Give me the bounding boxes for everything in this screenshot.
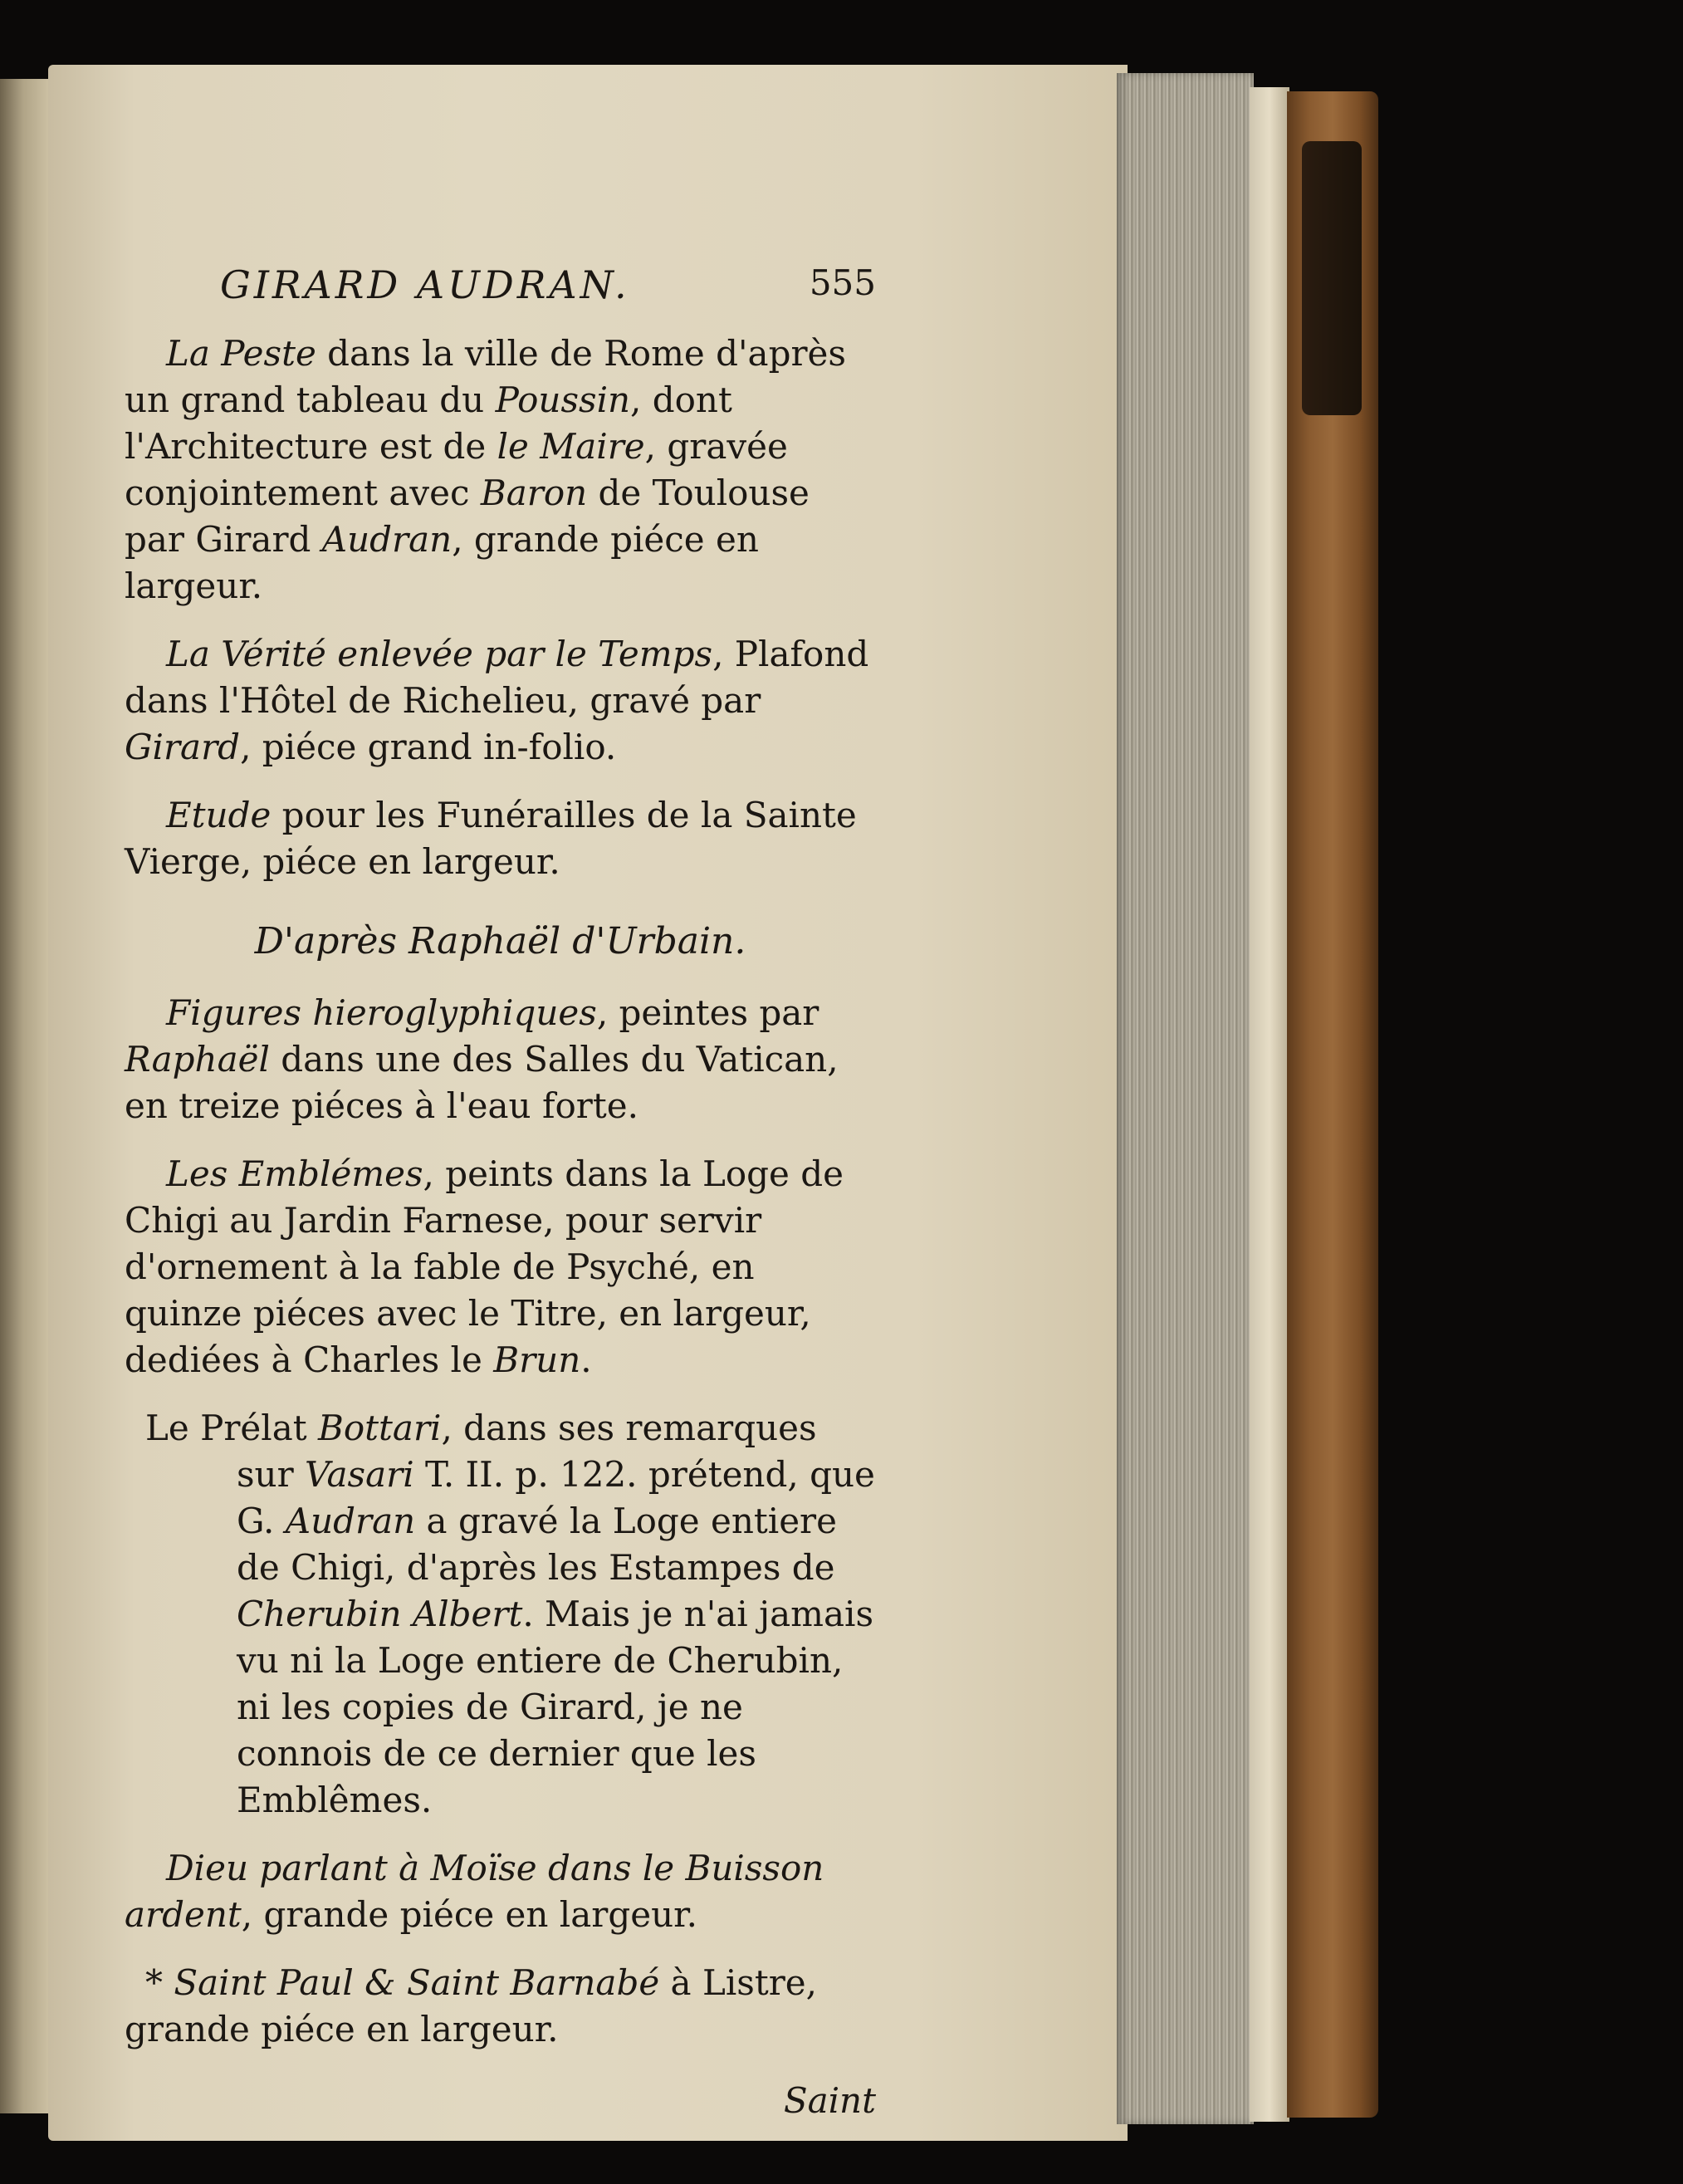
entry-etude xyxy=(125,792,876,885)
entry-text: , peints dans la Loge de Chigi au Jardin Farnese, pour servir d'ornement à la fable de Psyché, en quinze piéces avec le Titre, en largeur, dediées à Charles le xyxy=(125,1153,844,1380)
note-bottari xyxy=(125,1405,876,1824)
artist-name: Baron xyxy=(480,473,588,513)
entry-title: Figures hieroglyphiques xyxy=(166,992,597,1033)
entry-text: à Listre, grande piéce en largeur. xyxy=(125,1962,817,2049)
entry-la-peste xyxy=(125,331,876,610)
entry-figures xyxy=(125,990,876,1129)
artist-name: Poussin xyxy=(495,380,631,420)
entry-text: , piéce grand in-folio. xyxy=(240,727,617,767)
entry-text: dans une des Salles du Vatican, en treize piéces à l'eau forte. xyxy=(125,1039,839,1126)
running-head-title: GIRARD AUDRAN. xyxy=(220,262,630,307)
asterisk-mark: * xyxy=(145,1962,174,2003)
note-name: Vasari xyxy=(305,1454,414,1495)
entry-text: , gravée conjointement avec xyxy=(125,426,788,513)
entry-title: La Vérité enlevée par le Temps xyxy=(166,634,713,674)
note-name: Bottari xyxy=(318,1408,442,1448)
page-edges-light xyxy=(1250,87,1289,2122)
running-header xyxy=(220,262,876,312)
artist-name: Raphaël xyxy=(125,1039,270,1080)
entry-text: pour les Funérailles de la Sainte Vierge, piéce en largeur. xyxy=(125,795,857,882)
entry-text: , dont l'Architecture est de xyxy=(125,380,732,467)
entry-text: , Plafond dans l'Hôtel de Richelieu, gravé par xyxy=(125,634,869,721)
entry-title: Saint Paul & Saint Barnabé xyxy=(174,1962,660,2003)
entry-text: dans la ville de Rome d'après un grand tableau du xyxy=(125,333,846,420)
entry-text: . xyxy=(580,1339,592,1380)
entry-text: , grande piéce en largeur. xyxy=(241,1894,697,1935)
artist-name: Girard xyxy=(125,727,241,767)
entry-title: Dieu parlant à Moïse dans le Buisson ardent xyxy=(125,1848,824,1935)
page-number: 555 xyxy=(809,262,876,303)
catchword: Saint xyxy=(783,2080,876,2121)
entry-text: , grande piéce en largeur. xyxy=(125,519,759,606)
cover-wear xyxy=(1302,141,1362,415)
entry-title: Etude xyxy=(166,795,272,835)
note-name: Cherubin Albert xyxy=(237,1594,523,1634)
page-body xyxy=(125,331,876,2124)
entry-title: Les Emblémes xyxy=(166,1153,423,1194)
note-text: , dans ses remarques sur xyxy=(237,1408,817,1495)
entry-dieu-parlant xyxy=(125,1845,876,1938)
facing-page-edge xyxy=(0,79,54,2113)
note-text: Le Prélat xyxy=(145,1408,318,1448)
entry-title: La Peste xyxy=(166,333,316,374)
note-text: . Mais je n'ai jamais vu ni la Loge entiere de Cherubin, ni les copies de Girard, je ne connois de ce dernier que les Emblêmes. xyxy=(237,1594,874,1820)
artist-name: Audran xyxy=(321,519,453,560)
entry-saint-paul xyxy=(125,1960,876,2053)
note-name: Audran xyxy=(285,1501,416,1541)
artist-name: Brun xyxy=(493,1339,581,1380)
section-heading: D'après Raphaël d'Urbain. xyxy=(254,920,746,962)
artist-name: le Maire xyxy=(497,426,645,467)
note-text: a gravé la Loge entiere de Chigi, d'après les Estampes de xyxy=(237,1501,837,1588)
entry-text: , peintes par xyxy=(596,992,819,1033)
entry-la-verite xyxy=(125,631,876,771)
entry-emblemes xyxy=(125,1151,876,1383)
entry-text: de Toulouse par Girard xyxy=(125,473,810,560)
page-edges xyxy=(1117,73,1254,2124)
note-text: T. II. p. 122. prétend, que G. xyxy=(237,1454,875,1541)
